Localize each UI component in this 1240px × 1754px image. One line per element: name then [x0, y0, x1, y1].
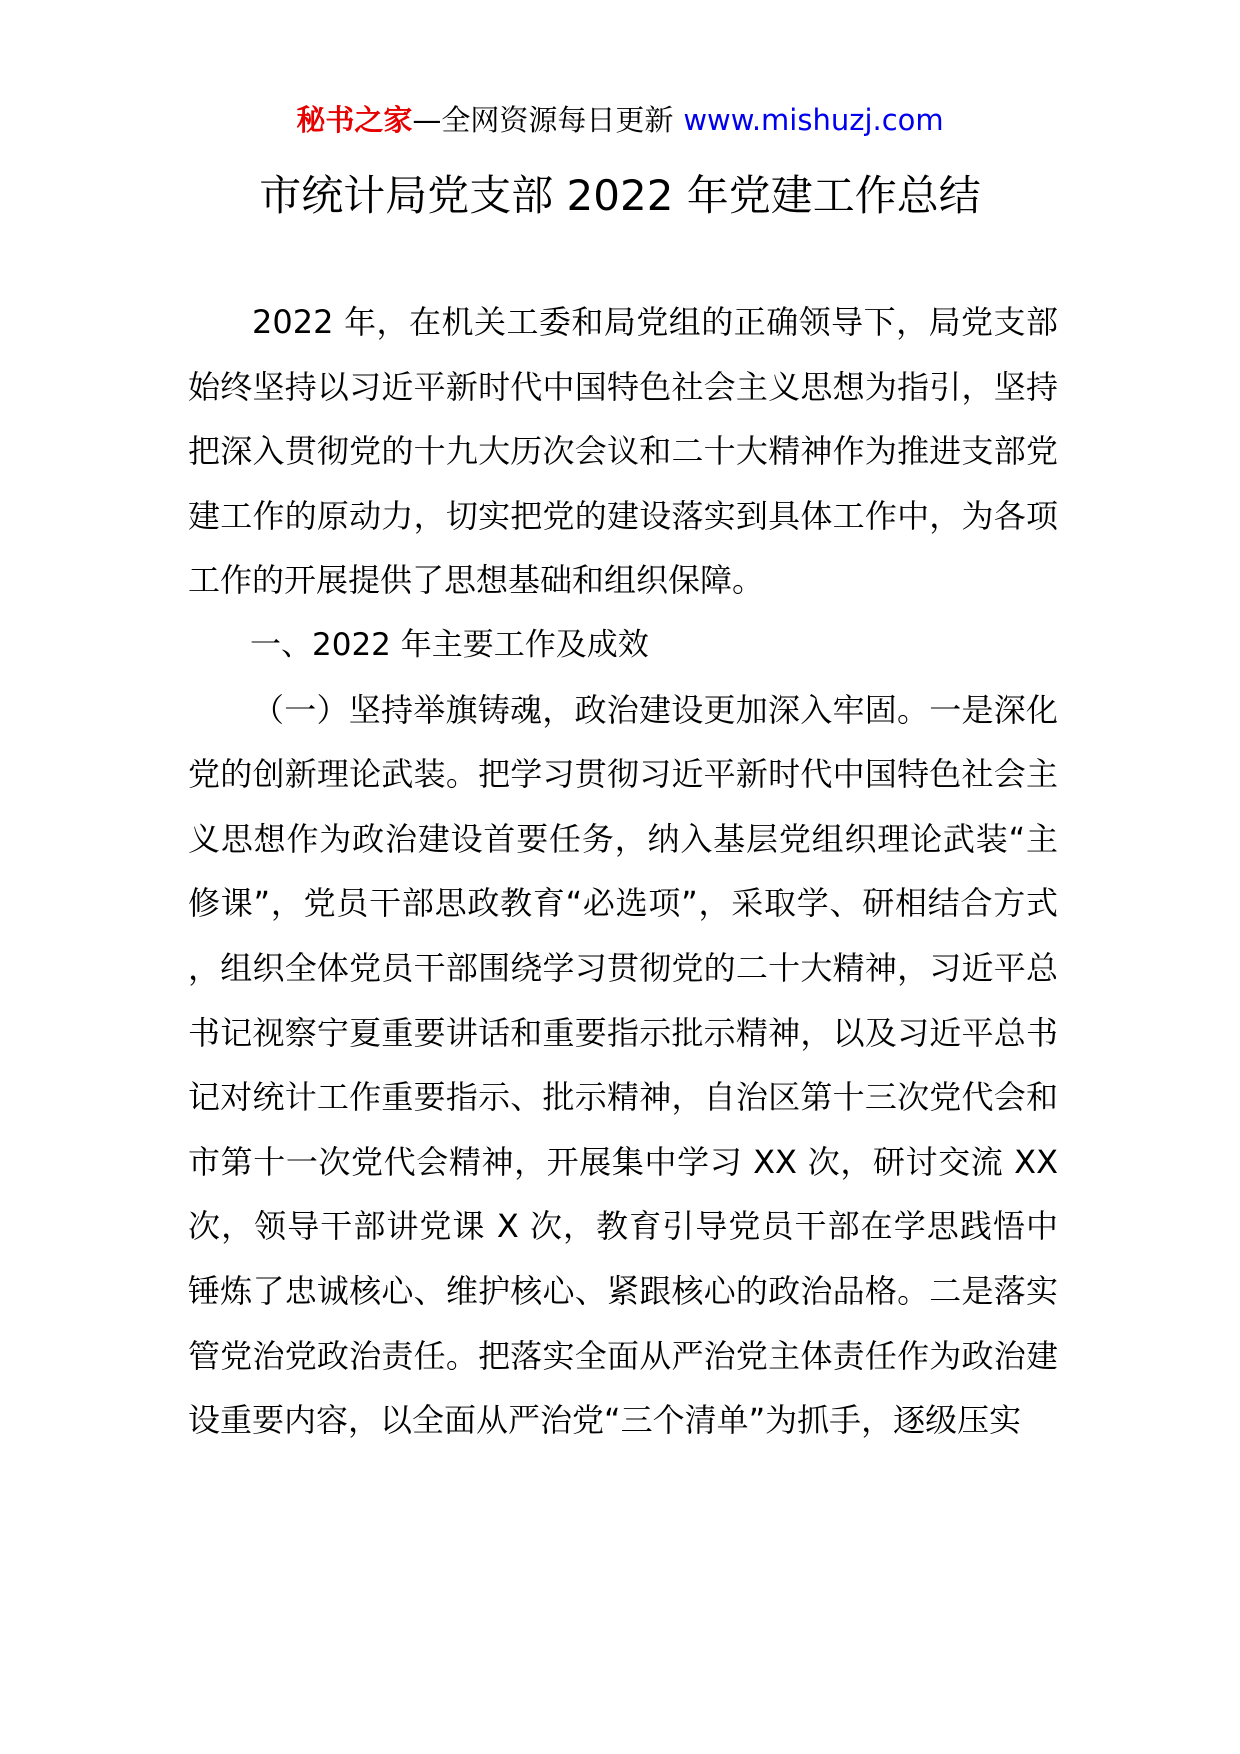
document-body — [188, 290, 1058, 1453]
section-heading: 一、2022 年主要工作及成效 — [250, 626, 649, 663]
body-paragraph: （一）坚持举旗铸魂，政治建设更加深入牢固。一是深化党的创新理论武装。把学习贯彻习近平新时代中国特色社会主义思想作为政治建设首要任务，纳入基层党组织理论武装“主修课”，党员干部思政教育“必选项”，采取学、研相结合方式，组织全体党员干部围绕学习贯彻党的二十大精神，习近平总书记视察宁夏重要讲话和重要指示批示精神，以及习近平总书记对统计工作重要指示、批示精神，自治区第十三次党代会和市第十一次党代会精神，开展集中学习 XX 次，研讨交流 XX 次，领导干部讲党课 X 次，教育引导党员干部在学思践悟中锤炼了忠诚核心、维护核心、紧跟核心的政治品格。二是落实管党治党政治责任。把落实全面从严治党主体责任作为政治建设重要内容，以全面从严治党“三个清单”为抓手，逐级压实 — [188, 690, 1058, 1440]
site-tagline: —全网资源每日更新 — [412, 103, 674, 137]
document-title: 市统计局党支部 2022 年党建工作总结 — [259, 171, 981, 220]
intro-paragraph: 2022 年，在机关工委和局党组的正确领导下，局党支部始终坚持以习近平新时代中国特色社会主义思想为指引，坚持把深入贯彻党的十九大历次会议和二十大精神作为推进支部党建工作的原动力，切实把党的建设落实到具体工作中，为各项工作的开展提供了思想基础和组织保障。 — [188, 303, 1058, 600]
site-name: 秘书之家 — [296, 103, 413, 137]
site-header — [0, 100, 1240, 140]
site-url-link[interactable]: www.mishuzj.com — [683, 103, 944, 137]
